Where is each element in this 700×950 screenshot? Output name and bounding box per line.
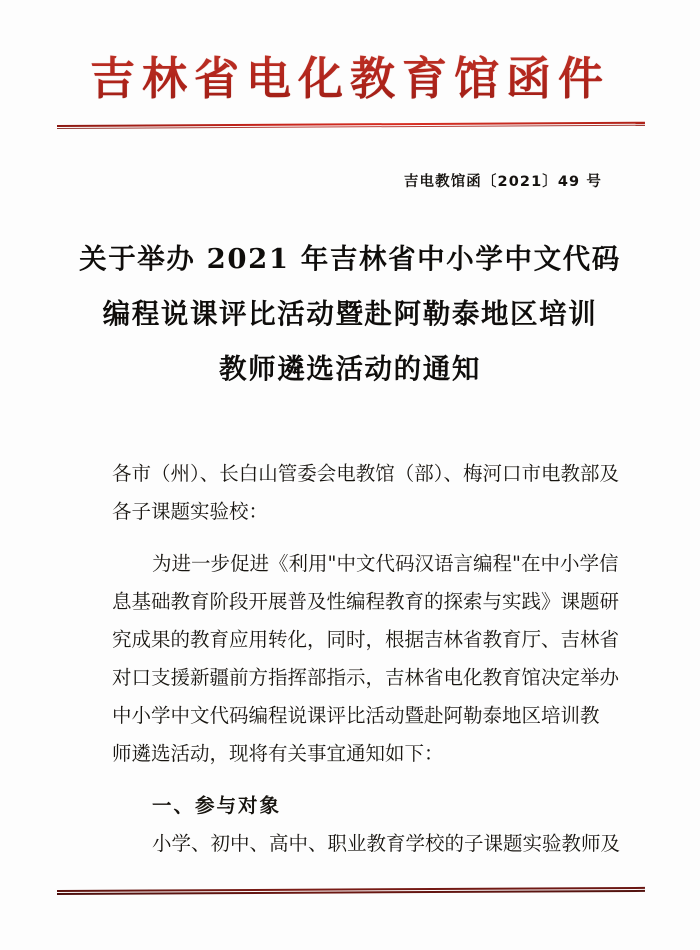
document-title [0, 232, 700, 397]
paragraph-1-line-5: 中小学中文代码编程说课评比活动暨赴阿勒泰地区培训教 [112, 704, 600, 727]
letterhead-red-rule [57, 122, 645, 130]
section-1-line-1: 小学、初中、高中、职业教育学校的子课题实验教师及 [152, 832, 621, 855]
body-spacer [112, 531, 612, 545]
salutation-line-2: 各子课题实验校： [112, 500, 269, 523]
paragraph-1-line-6: 师遴选活动，现将有关事宜通知如下： [112, 742, 444, 765]
document-title-line-3: 教师遴选活动的通知 [219, 353, 481, 385]
paragraph-1-line-4: 对口支援新疆前方指挥部指示，吉林省电化教育馆决定举办 [112, 666, 620, 689]
section-spacer [112, 773, 612, 787]
letterhead-organization-title: 吉林省电化教育馆函件 [89, 52, 610, 105]
salutation-line-1: 各市（州）、长白山管委会电教馆（部）、梅河口市电教部及 [112, 462, 620, 485]
paragraph-1-line-1: 为进一步促进《利用"中文代码汉语言编程"在中小学信 [152, 552, 619, 575]
document-title-line-1: 关于举办 2021 年吉林省中小学中文代码 [79, 243, 621, 275]
footer-red-rule [57, 887, 645, 896]
document-number: 吉电教馆函〔2021〕49 号 [403, 174, 602, 190]
section-1-heading: 一、参与对象 [152, 794, 282, 817]
letterhead [0, 52, 700, 107]
paragraph-1-line-2: 息基础教育阶段开展普及性编程教育的探索与实践》课题研 [112, 590, 620, 613]
paragraph-1-line-3: 究成果的教育应用转化，同时，根据吉林省教育厅、吉林省 [112, 628, 620, 651]
document-title-line-2: 编程说课评比活动暨赴阿勒泰地区培训 [102, 298, 598, 330]
document-body [112, 455, 621, 863]
